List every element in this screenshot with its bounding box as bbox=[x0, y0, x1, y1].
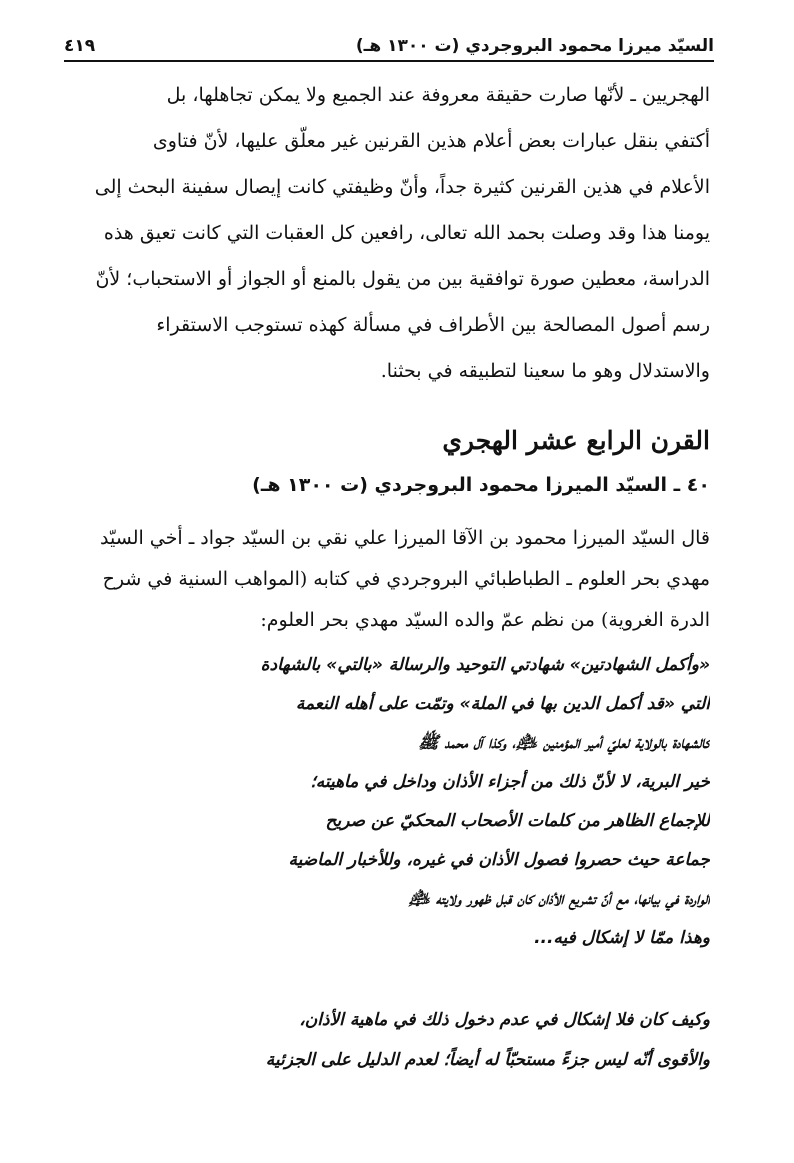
body-paragraph bbox=[70, 518, 710, 641]
quote-line: جماعة حيث حصروا فصول الأذان في غيره، وللأخبار الماضية bbox=[288, 850, 710, 870]
running-header bbox=[64, 26, 714, 56]
section-heading: القرن الرابع عشر الهجري bbox=[442, 426, 710, 455]
quote-line: وهذا ممّا لا إشكال فيه... bbox=[534, 928, 710, 948]
quote-line: التي «قد أكمل الدين بها في الملة» وتمّت على أهله النعمة bbox=[295, 694, 710, 714]
text-line: والاستدلال وهو ما سعينا لتطبيقه في بحثنا. bbox=[380, 360, 710, 382]
quote-line: خير البرية، لا لأنّ ذلك من أجزاء الأذان وداخل في ماهيته؛ bbox=[310, 772, 710, 792]
quotation-block bbox=[70, 646, 710, 958]
quote-line: والأقوى أنّه ليس جزءً مستحبّاً له أيضاً؛ لعدم الدليل على الجزئية bbox=[265, 1050, 710, 1070]
quote-line: كالشهادة بالولاية لعليّ أمير المؤمنين ﵇، وكذا آل محمد ﷺ bbox=[418, 733, 710, 753]
text-line: الهجريين ـ لأنّها صارت حقيقة معروفة عند الجميع ولا يمكن تجاهلها، بل bbox=[166, 84, 710, 106]
page-number: ٤١٩ bbox=[64, 36, 96, 56]
text-line: الدراسة، معطين صورة توافقية بين من يقول بالمنع أو الجواز أو الاستحباب؛ لأنّ bbox=[95, 268, 710, 290]
text-line: قال السيّد الميرزا محمود بن الآقا الميرزا علي نقي بن السيّد جواد ـ أخي السيّد bbox=[100, 527, 710, 549]
intro-paragraph bbox=[70, 72, 710, 394]
text-line: رسم أصول المصالحة بين الأطراف في مسألة كهذه تستوجب الاستقراء bbox=[156, 314, 710, 336]
text-line: مهدي بحر العلوم ـ الطباطبائي البروجردي في كتابه (المواهب السنية في شرح bbox=[102, 568, 710, 590]
quote-line: الواردة في بيانها، مع أنّ تشريع الأذان كان قبل ظهور ولايته ﵇ bbox=[408, 889, 710, 909]
quote-line: وكيف كان فلا إشكال في عدم دخول ذلك في ماهية الأذان، bbox=[299, 1010, 710, 1030]
quote-line: للإجماع الظاهر من كلمات الأصحاب المحكيّ عن صريح bbox=[325, 811, 710, 831]
quotation-block-continued bbox=[70, 1000, 710, 1080]
text-line: الأعلام في هذين القرنين كثيرة جداً، وأنّ وظيفتي كانت إيصال سفينة البحث إلى bbox=[94, 176, 710, 198]
text-line: أكتفي بنقل عبارات بعض أعلام هذين القرنين غير معلّق عليها، لأنّ فتاوى bbox=[152, 130, 710, 152]
quote-line: «وأكمل الشهادتين» شهادتي التوحيد والرسالة «بالتي» بالشهادة bbox=[260, 655, 710, 675]
header-rule bbox=[64, 60, 714, 62]
text-line: الدرة الغروية) من نظم عمّ والده السيّد مهدي بحر العلوم: bbox=[260, 609, 710, 631]
text-line: يومنا هذا وقد وصلت بحمد الله تعالى، رافعين كل العقبات التي كانت تعيق هذه bbox=[103, 222, 710, 244]
running-title: السيّد ميرزا محمود البروجردي (ت ١٣٠٠ هـ) bbox=[355, 36, 714, 56]
subsection-heading: ٤٠ ـ السيّد الميرزا محمود البروجردي (ت ١٣٠٠ هـ) bbox=[252, 474, 710, 496]
